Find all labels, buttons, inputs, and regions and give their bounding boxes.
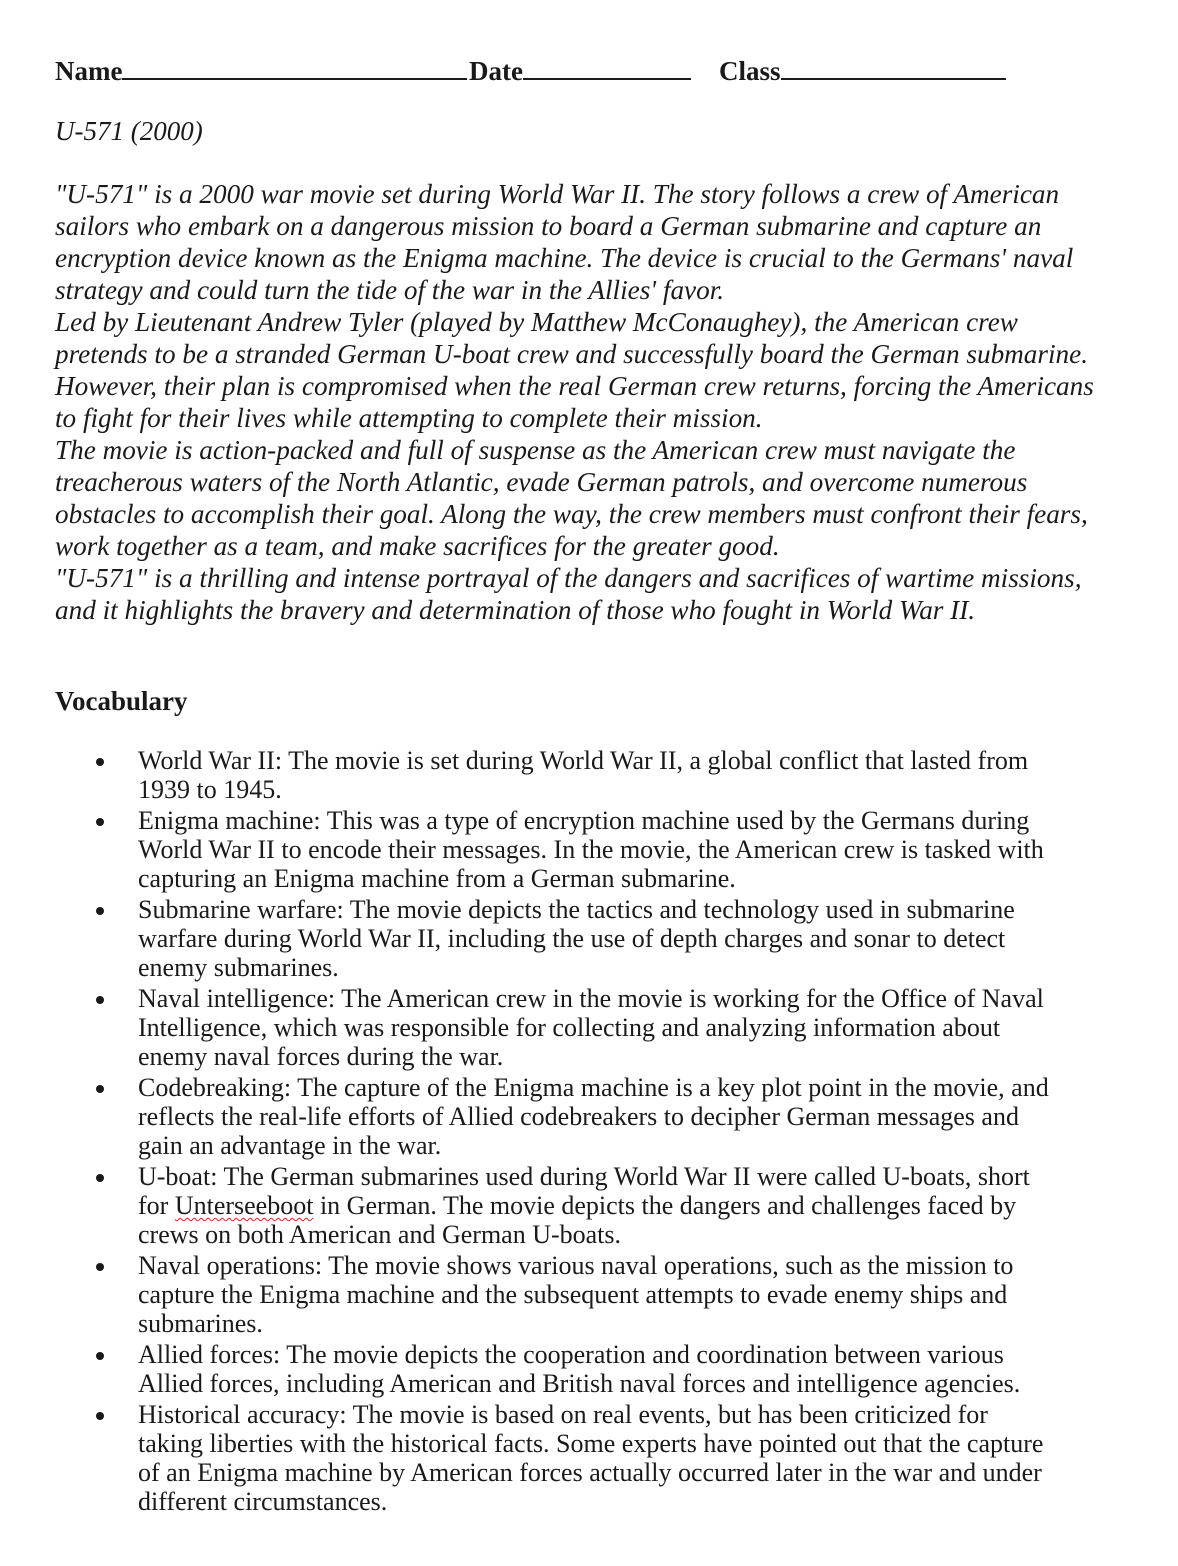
movie-title: U-571 (2000)	[55, 116, 203, 146]
date-field[interactable]	[469, 52, 691, 86]
class-blank[interactable]	[781, 52, 1006, 80]
name-field[interactable]	[55, 52, 467, 86]
class-label: Class	[719, 56, 781, 86]
header-fields	[55, 52, 1015, 86]
vocabulary-item	[0, 746, 1058, 804]
vocabulary-item	[0, 895, 1058, 982]
name-label: Name	[55, 56, 123, 86]
vocabulary-heading: Vocabulary	[55, 686, 188, 716]
vocabulary-text: Submarine warfare: The movie depicts the tactics and technology used in submarine warfare during World War II, including the use of depth charges and sonar to detect enemy submarines.	[138, 895, 1015, 982]
spellcheck-flagged-word[interactable]: Unterseeboot	[174, 1191, 314, 1220]
vocabulary-text: Codebreaking: The capture of the Enigma machine is a key plot point in the movie, and reflects the real-life efforts of Allied codebreakers to decipher German messages and gain an advantage in the war.	[138, 1073, 1049, 1160]
vocabulary-list	[0, 746, 1178, 1518]
bullet-icon	[96, 1352, 104, 1360]
vocabulary-item	[0, 1251, 1058, 1338]
bullet-icon	[96, 1263, 104, 1271]
synopsis-paragraph: "U-571" is a thrilling and intense portrayal of the dangers and sacrifices of wartime missions, and it highlights the bravery and determination of those who fought in World War II.	[55, 563, 1082, 625]
vocabulary-item	[0, 1073, 1058, 1160]
vocabulary-text: Historical accuracy: The movie is based on real events, but has been criticized for taking liberties with the historical facts. Some experts have pointed out that the capture of an Enigma machine by American forces actually occurred later in the war and under different circumstances.	[138, 1400, 1044, 1516]
date-label: Date	[469, 56, 523, 86]
vocabulary-text	[138, 1162, 1030, 1249]
synopsis	[55, 178, 1095, 626]
bullet-icon	[96, 1174, 104, 1182]
vocabulary-text-part: in German. The movie depicts the dangers and challenges faced by crews on both American and German U-boats.	[138, 1191, 1017, 1249]
class-field[interactable]	[719, 52, 1006, 86]
vocabulary-text: Allied forces: The movie depicts the cooperation and coordination between various Allied forces, including American and British naval forces and intelligence agencies.	[138, 1340, 1021, 1398]
vocabulary-text-part: U-boat: The German submarines used during World War II were called U-boats, short for	[138, 1162, 1030, 1220]
synopsis-paragraph: "U-571" is a 2000 war movie set during World War II. The story follows a crew of American sailors who embark on a dangerous mission to board a German submarine and capture an encryption device known as the Enigma machine. The device is crucial to the Germans' naval strategy and could turn the tide of the war in the Allies' favor.	[55, 179, 1074, 305]
bullet-icon	[96, 758, 104, 766]
vocabulary-text: Naval operations: The movie shows various naval operations, such as the mission to capture the Enigma machine and the subsequent attempts to evade enemy ships and submarines.	[138, 1251, 1014, 1338]
bullet-icon	[96, 1085, 104, 1093]
bullet-icon	[96, 1412, 104, 1420]
bullet-icon	[96, 818, 104, 826]
vocabulary-item	[0, 1162, 1058, 1249]
bullet-icon	[96, 996, 104, 1004]
name-blank[interactable]	[122, 52, 467, 80]
date-blank[interactable]	[523, 52, 691, 80]
vocabulary-item	[0, 984, 1058, 1071]
vocabulary-text: Enigma machine: This was a type of encryption machine used by the Germans during World War II to encode their messages. In the movie, the American crew is tasked with capturing an Enigma machine from a German submarine.	[138, 806, 1044, 893]
vocabulary-item	[0, 806, 1058, 893]
vocabulary-text: Naval intelligence: The American crew in the movie is working for the Office of Naval Intelligence, which was responsible for collecting and analyzing information about enemy naval forces during the war.	[138, 984, 1044, 1071]
vocabulary-text: World War II: The movie is set during World War II, a global conflict that lasted from 1939 to 1945.	[138, 746, 1029, 804]
synopsis-paragraph: Led by Lieutenant Andrew Tyler (played by Matthew McConaughey), the American crew pretends to be a stranded German U-boat crew and successfully board the German submarine. However, their plan is compromised when the real German crew returns, forcing the Americans to fight for their lives while attempting to complete their mission.	[55, 307, 1094, 433]
bullet-icon	[96, 907, 104, 915]
synopsis-paragraph: The movie is action-packed and full of suspense as the American crew must navigate the treacherous waters of the North Atlantic, evade German patrols, and overcome numerous obstacles to accomplish their goal. Along the way, the crew members must confront their fears, work together as a team, and make sacrifices for the greater good.	[55, 435, 1088, 561]
vocabulary-item	[0, 1340, 1058, 1398]
vocabulary-item	[0, 1400, 1058, 1516]
